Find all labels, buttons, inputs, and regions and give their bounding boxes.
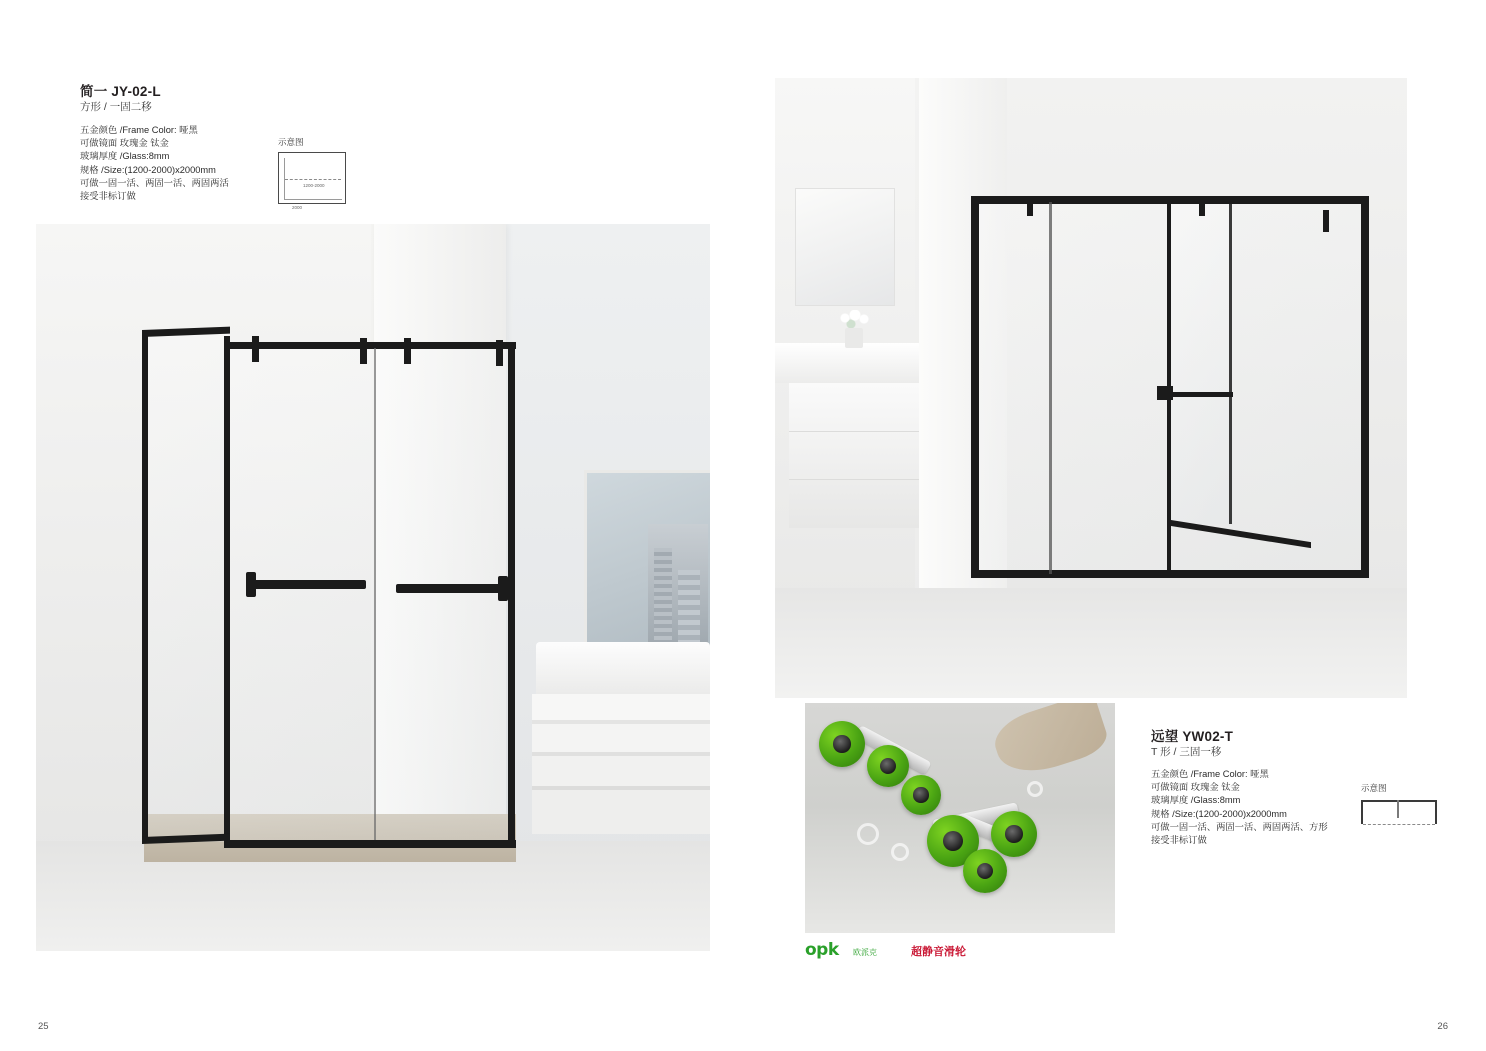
right-diagram-label: 示意图 <box>1361 783 1387 793</box>
right-product-photo <box>775 78 1407 698</box>
right-spec-0: 五金颜色 /Frame Color: 哑黑 <box>1151 769 1269 779</box>
right-spec-3: 规格 /Size:(1200-2000)x2000mm <box>1151 808 1287 819</box>
left-schematic <box>278 152 346 204</box>
left-schematic-dim-h: 2000 <box>292 205 303 210</box>
right-spec-1: 可做镜面 玫瑰金 钛金 <box>1151 782 1240 793</box>
brand-row <box>805 938 1125 964</box>
left-spec-0: 五金颜色 /Frame Color: 哑黑 <box>80 125 198 135</box>
right-page <box>743 0 1486 1051</box>
shower-enclosure-right <box>971 196 1371 596</box>
left-spec-4: 可做一固一活、两固一活、两固两活 <box>80 177 229 188</box>
left-spec-3: 规格 /Size:(1200-2000)x2000mm <box>80 164 216 175</box>
opk-logo-cn: 欧派克 <box>853 948 877 957</box>
right-spec-4: 可做一固一活、两固一活、两固两活、方形 <box>1151 821 1328 832</box>
right-spec-5: 接受非标订做 <box>1151 835 1207 846</box>
left-product-photo <box>36 224 710 951</box>
left-spec-2: 玻璃厚度 /Glass:8mm <box>80 151 170 162</box>
right-product-subtitle: T 形 / 三固一移 <box>1151 746 1222 758</box>
left-schematic-dim-w: 1200-2000 <box>303 183 325 188</box>
shower-enclosure-left <box>142 312 514 842</box>
right-page-number: 26 <box>1437 1021 1448 1032</box>
left-diagram-label: 示意图 <box>278 137 304 147</box>
roller-product-photo <box>805 703 1115 933</box>
left-spec-1: 可做镜面 玫瑰金 钛金 <box>80 138 169 149</box>
right-product-title: 远望 YW02-T <box>1151 729 1234 744</box>
opk-tagline: 超静音滑轮 <box>911 946 966 958</box>
right-spec-2: 玻璃厚度 /Glass:8mm <box>1151 795 1241 806</box>
opk-logo: opk <box>805 940 839 960</box>
left-spec-list <box>80 124 229 203</box>
right-schematic <box>1361 800 1437 834</box>
left-product-title: 简一 JY-02-L <box>80 84 161 99</box>
left-page-number: 25 <box>38 1021 49 1032</box>
left-product-subtitle: 方形 / 一固二移 <box>80 101 152 113</box>
left-spec-5: 接受非标订做 <box>80 191 136 202</box>
right-spec-list <box>1151 768 1328 847</box>
